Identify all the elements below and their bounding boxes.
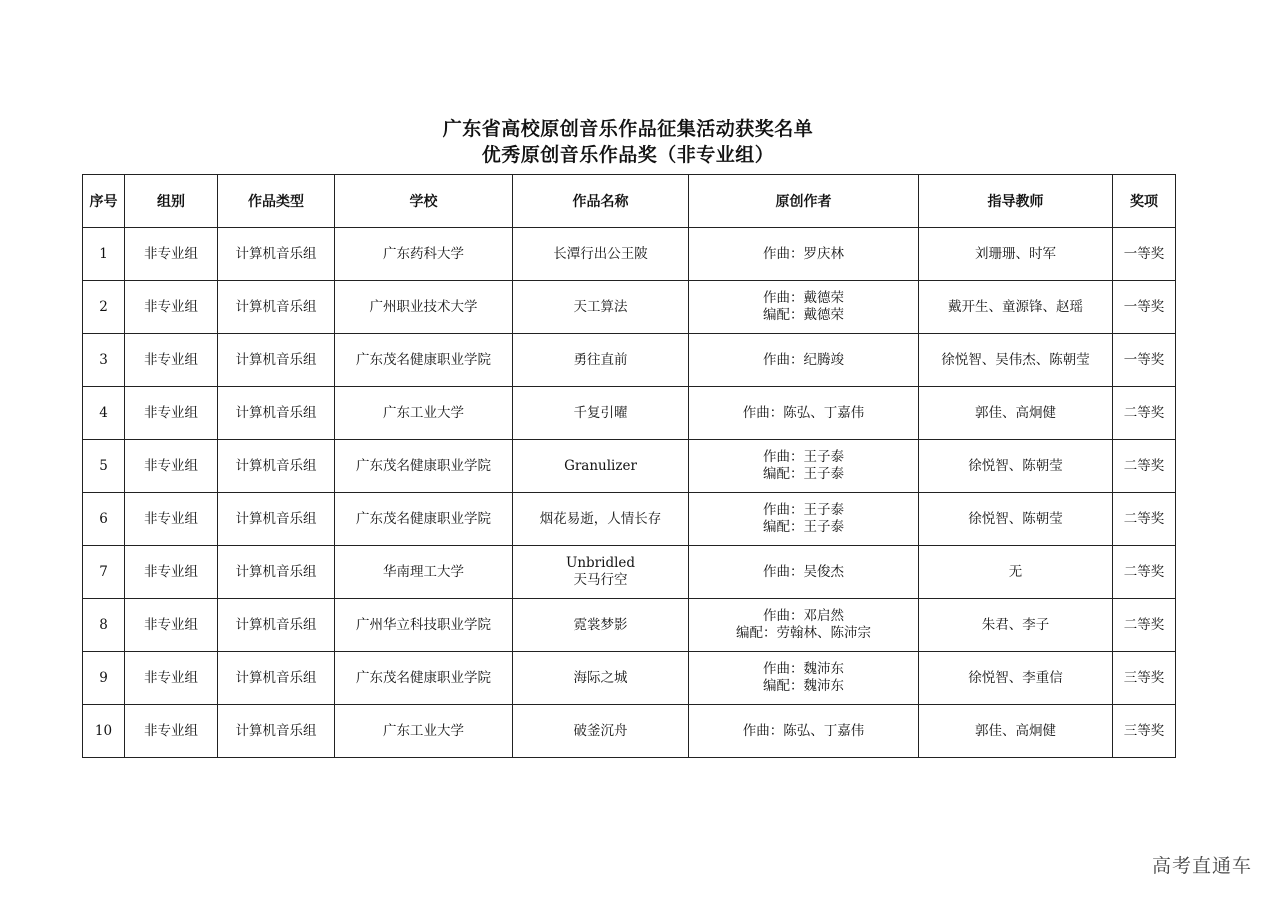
header-type: 作品类型 — [218, 175, 335, 228]
cell-work-line: 烟花易逝，人情长存 — [539, 510, 662, 527]
cell-type: 计算机音乐组 — [218, 440, 335, 493]
table-row — [83, 228, 1176, 281]
cell-teacher: 朱君、李子 — [919, 599, 1113, 652]
cell-award: 三等奖 — [1113, 652, 1176, 705]
cell-author-line: 编配：戴德荣 — [763, 307, 844, 323]
cell-teacher: 徐悦智、陈朝莹 — [919, 493, 1113, 546]
cell-school: 广东茂名健康职业学院 — [335, 334, 513, 387]
cell-author-line: 作曲：戴德荣 — [763, 290, 844, 306]
cell-school: 广东茂名健康职业学院 — [335, 652, 513, 705]
table-row — [83, 652, 1176, 705]
cell-author-line: 作曲：王子泰 — [763, 502, 844, 518]
cell-work — [513, 493, 689, 546]
cell-no: 2 — [83, 281, 125, 334]
cell-teacher: 无 — [919, 546, 1113, 599]
cell-school: 广东工业大学 — [335, 387, 513, 440]
cell-type: 计算机音乐组 — [218, 599, 335, 652]
cell-teacher: 刘珊珊、时军 — [919, 228, 1113, 281]
cell-author-line: 编配：王子泰 — [763, 466, 844, 482]
cell-award: 二等奖 — [1113, 493, 1176, 546]
cell-work — [513, 334, 689, 387]
cell-work — [513, 228, 689, 281]
table-body — [83, 228, 1176, 758]
cell-work-line: 天马行空 — [573, 572, 628, 588]
cell-teacher: 郭佳、高炯健 — [919, 705, 1113, 758]
document-title — [0, 116, 1256, 168]
header-group: 组别 — [125, 175, 218, 228]
cell-work — [513, 705, 689, 758]
header-no: 序号 — [83, 175, 125, 228]
cell-group: 非专业组 — [125, 281, 218, 334]
cell-group: 非专业组 — [125, 440, 218, 493]
cell-group: 非专业组 — [125, 546, 218, 599]
cell-author-line: 作曲：王子泰 — [763, 449, 844, 465]
cell-award: 三等奖 — [1113, 705, 1176, 758]
cell-author-line: 编配：劳翰林、陈沛宗 — [736, 625, 871, 641]
cell-group: 非专业组 — [125, 493, 218, 546]
cell-type: 计算机音乐组 — [218, 652, 335, 705]
watermark: 高考直通车 — [1151, 855, 1252, 877]
cell-school: 广州职业技术大学 — [335, 281, 513, 334]
cell-type: 计算机音乐组 — [218, 546, 335, 599]
cell-group: 非专业组 — [125, 334, 218, 387]
header-school: 学校 — [335, 175, 513, 228]
cell-author — [689, 440, 919, 493]
cell-award: 一等奖 — [1113, 281, 1176, 334]
cell-no: 7 — [83, 546, 125, 599]
cell-no: 3 — [83, 334, 125, 387]
cell-work-line: 勇往直前 — [573, 351, 628, 368]
cell-type: 计算机音乐组 — [218, 334, 335, 387]
cell-author-line: 作曲：罗庆林 — [763, 245, 844, 262]
header-author: 原创作者 — [689, 175, 919, 228]
table-row — [83, 546, 1176, 599]
cell-school: 广东工业大学 — [335, 705, 513, 758]
cell-type: 计算机音乐组 — [218, 387, 335, 440]
header-teacher: 指导教师 — [919, 175, 1113, 228]
title-line-1: 广东省高校原创音乐作品征集活动获奖名单 — [442, 118, 814, 140]
cell-work — [513, 440, 689, 493]
cell-work-line: 破釜沉舟 — [573, 722, 628, 739]
title-line-2: 优秀原创音乐作品奖（非专业组） — [481, 144, 775, 166]
cell-author-line: 作曲：陈弘、丁嘉伟 — [742, 722, 865, 739]
cell-author — [689, 599, 919, 652]
cell-work-line: 长潭行出公王陂 — [553, 245, 648, 262]
cell-school: 广东茂名健康职业学院 — [335, 440, 513, 493]
cell-author — [689, 493, 919, 546]
cell-author — [689, 387, 919, 440]
cell-no: 6 — [83, 493, 125, 546]
cell-type: 计算机音乐组 — [218, 493, 335, 546]
cell-work-line: Unbridled — [565, 555, 636, 571]
cell-work — [513, 652, 689, 705]
cell-award: 二等奖 — [1113, 599, 1176, 652]
cell-author — [689, 705, 919, 758]
cell-no: 1 — [83, 228, 125, 281]
cell-author-line: 作曲：纪腾竣 — [763, 351, 844, 368]
cell-author — [689, 228, 919, 281]
cell-work — [513, 546, 689, 599]
cell-work-line: 海际之城 — [573, 669, 628, 686]
header-work: 作品名称 — [513, 175, 689, 228]
awards-table — [82, 174, 1176, 758]
cell-no: 5 — [83, 440, 125, 493]
cell-teacher: 郭佳、高炯健 — [919, 387, 1113, 440]
cell-author-line: 作曲：吴俊杰 — [763, 563, 844, 580]
table-row — [83, 281, 1176, 334]
header-award: 奖项 — [1113, 175, 1176, 228]
cell-work — [513, 599, 689, 652]
cell-group: 非专业组 — [125, 652, 218, 705]
cell-work — [513, 281, 689, 334]
cell-no: 10 — [83, 705, 125, 758]
cell-school: 广东茂名健康职业学院 — [335, 493, 513, 546]
cell-author — [689, 281, 919, 334]
table-row — [83, 440, 1176, 493]
cell-author-line: 作曲：陈弘、丁嘉伟 — [742, 404, 865, 421]
cell-school: 华南理工大学 — [335, 546, 513, 599]
cell-no: 9 — [83, 652, 125, 705]
cell-author — [689, 546, 919, 599]
table-row — [83, 387, 1176, 440]
cell-work — [513, 387, 689, 440]
table-row — [83, 493, 1176, 546]
cell-award: 二等奖 — [1113, 546, 1176, 599]
cell-author-line: 编配：魏沛东 — [763, 678, 844, 694]
cell-award: 二等奖 — [1113, 387, 1176, 440]
cell-work-line: Granulizer — [564, 457, 637, 474]
cell-work-line: 天工算法 — [573, 298, 628, 315]
cell-type: 计算机音乐组 — [218, 705, 335, 758]
cell-award: 一等奖 — [1113, 228, 1176, 281]
cell-no: 4 — [83, 387, 125, 440]
cell-teacher: 徐悦智、吴伟杰、陈朝莹 — [919, 334, 1113, 387]
cell-group: 非专业组 — [125, 228, 218, 281]
cell-group: 非专业组 — [125, 599, 218, 652]
table-row — [83, 599, 1176, 652]
cell-award: 一等奖 — [1113, 334, 1176, 387]
cell-author-line: 作曲：邓启然 — [763, 608, 844, 624]
cell-author — [689, 652, 919, 705]
table-header-row — [83, 175, 1176, 228]
cell-teacher: 徐悦智、陈朝莹 — [919, 440, 1113, 493]
table-row — [83, 705, 1176, 758]
cell-type: 计算机音乐组 — [218, 281, 335, 334]
cell-work-line: 霓裳梦影 — [573, 616, 628, 633]
cell-award: 二等奖 — [1113, 440, 1176, 493]
cell-work-line: 千复引曜 — [573, 404, 628, 421]
cell-type: 计算机音乐组 — [218, 228, 335, 281]
cell-teacher: 徐悦智、李重信 — [919, 652, 1113, 705]
cell-author — [689, 334, 919, 387]
table-row — [83, 334, 1176, 387]
cell-group: 非专业组 — [125, 705, 218, 758]
cell-teacher: 戴开生、童源锋、赵瑶 — [919, 281, 1113, 334]
cell-school: 广州华立科技职业学院 — [335, 599, 513, 652]
cell-author-line: 编配：王子泰 — [763, 519, 844, 535]
cell-school: 广东药科大学 — [335, 228, 513, 281]
cell-group: 非专业组 — [125, 387, 218, 440]
cell-author-line: 作曲：魏沛东 — [763, 661, 844, 677]
cell-no: 8 — [83, 599, 125, 652]
